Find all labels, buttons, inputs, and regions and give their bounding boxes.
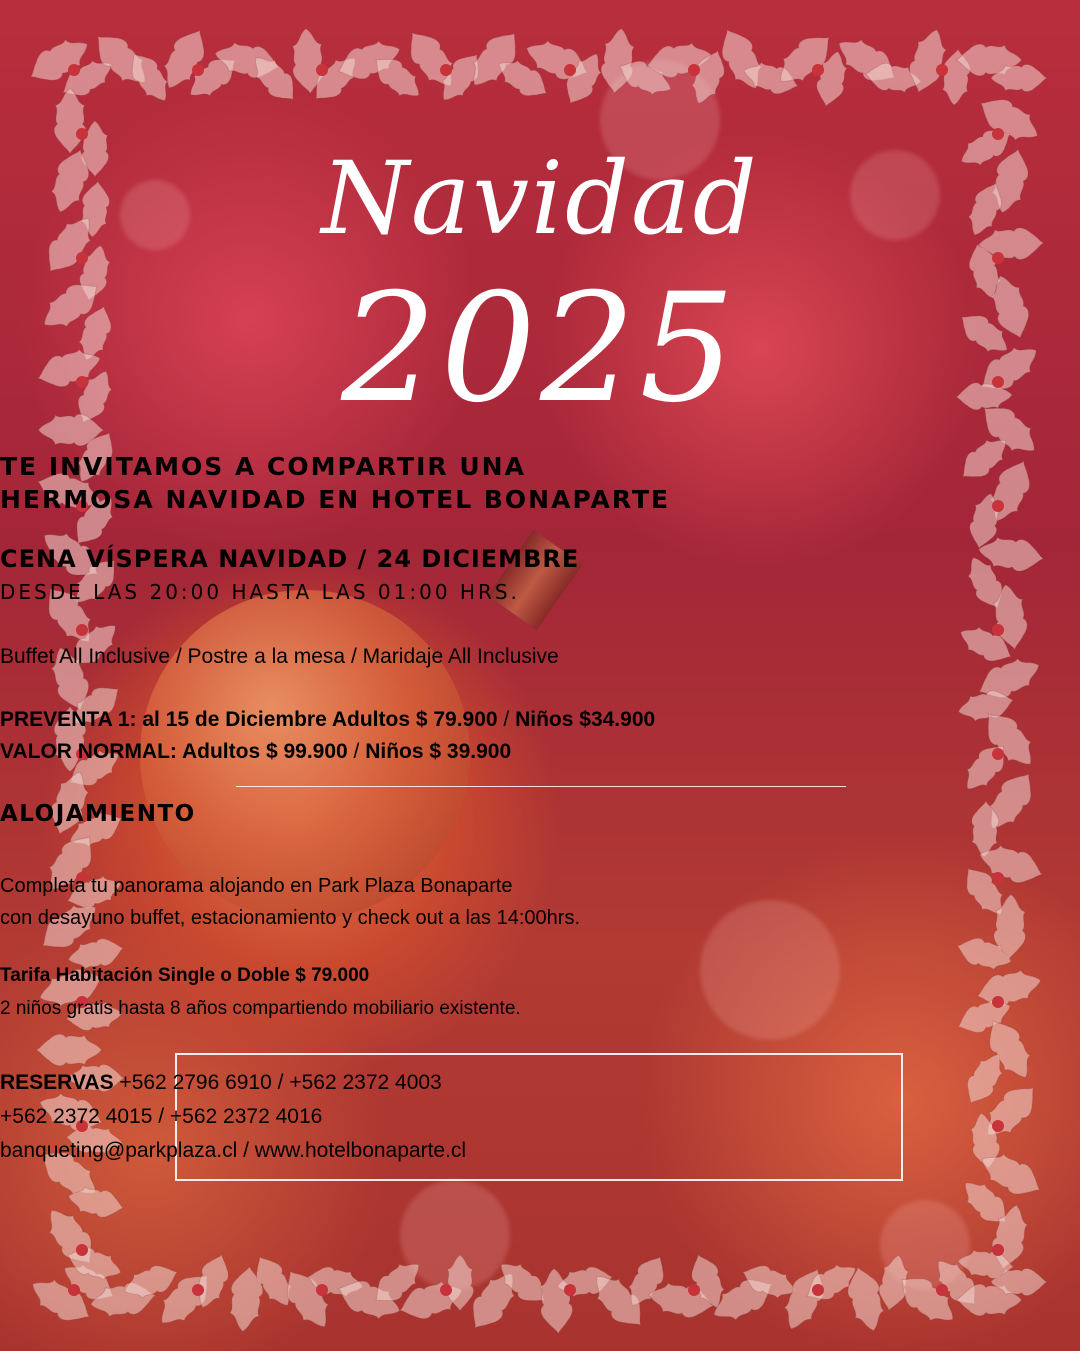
phone-numbers-2[interactable]: +562 2372 4015 / +562 2372 4016 [0,1105,323,1128]
invitation-line2: HERMOSA NAVIDAD EN HOTEL BONAPARTE [0,485,671,514]
berry-icon [68,1284,80,1296]
reservations-label: RESERVAS [0,1071,114,1094]
lodging-title: ALOJAMIENTO [0,801,196,827]
normal-price [0,740,1080,764]
lodging-desc-line1: Completa tu panorama alojando en Park Plaza Bonaparte [0,875,513,897]
berry-icon [68,64,80,76]
price-separator: / [347,740,366,763]
invitation-line1: TE INVITAMOS A COMPARTIR UNA [0,452,526,481]
normal-adults: VALOR NORMAL: Adultos $ 99.900 [0,740,348,763]
dinner-includes: Buffet All Inclusive / Postre a la mesa / Maridaje All Inclusive [0,645,559,668]
berry-icon [440,64,452,76]
lodging-desc-line2: con desayuno buffet, estacionamiento y check out a las 14:00hrs. [0,907,580,929]
berry-icon [440,1284,452,1296]
price-separator: / [497,708,516,731]
berry-icon [992,128,1004,140]
berry-icon [688,1284,700,1296]
script-title: Navidad [321,140,759,257]
lodging-description [0,870,1080,934]
berry-icon [76,128,88,140]
reservations-line1 [0,1071,1080,1095]
presale-price [0,708,1080,732]
berry-icon [688,64,700,76]
berry-icon [316,1284,328,1296]
dinner-title: CENA VÍSPERA NAVIDAD / 24 DICIEMBRE [0,545,580,573]
kids-note: 2 niños gratis hasta 8 años compartiendo mobiliario existente. [0,998,521,1019]
divider [236,786,846,787]
contact-links[interactable]: banqueting@parkplaza.cl / www.hotelbonaparte.cl [0,1139,467,1162]
presale-adults: PREVENTA 1: al 15 de Diciembre Adultos $ 79.900 [0,708,498,731]
room-rate: Tarifa Habitación Single o Doble $ 79.000 [0,965,370,986]
berry-icon [76,624,88,636]
berry-icon [192,64,204,76]
dinner-hours: DESDE LAS 20:00 HASTA LAS 01:00 HRS. [0,580,520,604]
berry-icon [564,64,576,76]
holly-leaf-icon [36,1034,101,1066]
berry-icon [316,64,328,76]
berry-icon [564,1284,576,1296]
berry-icon [812,1284,824,1296]
normal-kids: Niños $ 39.900 [365,740,512,763]
berry-icon [192,1284,204,1296]
berry-icon [812,64,824,76]
presale-kids: Niños $34.900 [515,708,656,731]
berry-icon [936,1284,948,1296]
berry-icon [992,624,1004,636]
berry-icon [936,64,948,76]
phone-numbers-1[interactable]: +562 2796 6910 / +562 2372 4003 [113,1071,442,1094]
year-title: 2025 [341,262,739,436]
invitation-text [0,450,1080,516]
berry-icon [992,1244,1004,1256]
berry-icon [76,1244,88,1256]
